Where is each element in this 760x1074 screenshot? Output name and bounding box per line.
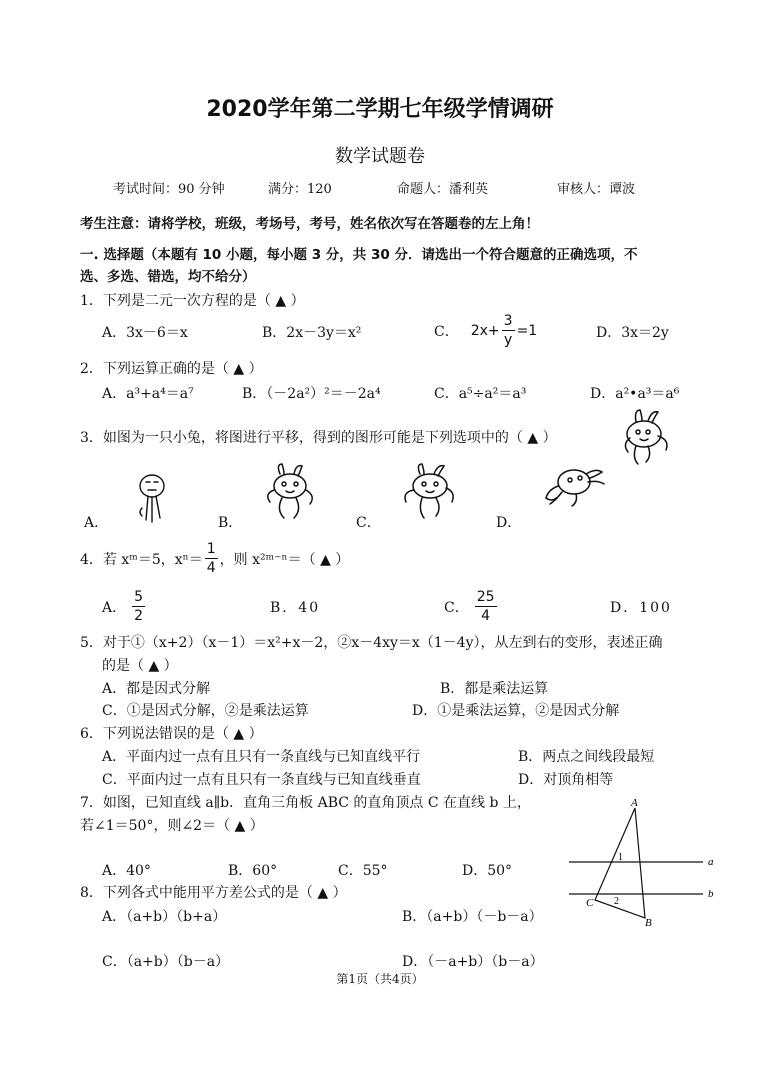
q5-option-d: D．①是乘法运算，②是因式分解: [412, 703, 620, 719]
q4-stem-post: ，则 x²ᵐ⁻ⁿ＝（ ▲ ）: [219, 551, 350, 568]
q7-option-c: C．55°: [338, 863, 388, 879]
q7-stem-line2: 若∠1＝50°，则∠2＝（ ▲ ）: [80, 818, 264, 834]
q4-stem: [80, 540, 349, 577]
q1-option-a: A．3x－6＝x: [102, 325, 188, 341]
page-title: 2020学年第二学期七年级学情调研: [206, 97, 554, 122]
rabbit-reference-image: [616, 406, 676, 468]
q8-option-a: A．（a+b）（b+a）: [102, 909, 227, 925]
q3-stem: 3．如图为一只小兔，将图进行平移，得到的图形可能是下列选项中的（ ▲ ）: [80, 430, 557, 446]
q4-option-c-fraction: [475, 588, 497, 625]
q3-option-c: C．: [356, 515, 381, 531]
exam-notice: 考生注意：请将学校，班级，考场号，考号，姓名依次写在答题卷的左上角！: [80, 216, 539, 232]
q1-option-c: [434, 312, 537, 349]
q1-option-c-fraction: [502, 312, 515, 349]
q4-stem-numerator: 1: [206, 541, 216, 557]
angle-1-label: 1: [618, 852, 623, 863]
vertex-b-label: B: [645, 917, 652, 929]
q4-option-a-fraction: [132, 588, 145, 625]
q4-c-numerator: 25: [476, 589, 495, 605]
q2-option-b: B．（－2a²）²＝－2a⁴: [242, 386, 381, 402]
q1-option-b: B．2x－3y＝x²: [262, 325, 362, 341]
q8-option-d: D．（－a+b）（b－a）: [402, 954, 544, 970]
q2-option-c: C．a⁵÷a²＝a³: [434, 386, 527, 402]
rabbit-option-d-image: [542, 464, 606, 508]
q7-option-b: B．60°: [228, 863, 278, 879]
vertex-a-label: A: [631, 797, 638, 809]
q5-option-b: B．都是乘法运算: [440, 681, 549, 697]
q4-option-a-label: A．: [102, 599, 127, 616]
q4-option-c: [444, 588, 497, 625]
section-heading-line2: 选、多选、错选，均不给分）: [80, 269, 256, 285]
q1-option-c-post: =1: [516, 322, 538, 339]
q6-option-c: C．平面内过一点有且只有一条直线与已知直线垂直: [102, 772, 421, 788]
rabbit-option-a-image: [132, 468, 172, 524]
q4-a-numerator: 5: [134, 589, 144, 605]
author: 命题人：潘利英: [397, 182, 489, 197]
page-footer: 第1页（共4页）: [336, 972, 424, 986]
rabbit-option-c-image: [398, 462, 458, 522]
q4-option-d: D．100: [610, 600, 672, 616]
q4-stem-denominator: 4: [206, 560, 216, 576]
full-score: 满分：120: [268, 182, 332, 197]
q6-option-b: B．两点之间线段最短: [518, 749, 655, 765]
triangle-abc: [595, 808, 645, 918]
q8-stem: 8．下列各式中能用平方差公式的是（ ▲ ）: [80, 885, 347, 901]
line-b-label: b: [708, 888, 714, 900]
q7-option-a: A．40°: [102, 863, 151, 879]
reviewer: 审核人：谭波: [557, 182, 636, 197]
section-heading-line1: 一. 选择题（本题有 10 小题，每小题 3 分，共 30 分．请选出一个符合题意的正确选项，不: [80, 247, 638, 263]
vertex-c-label: C: [586, 897, 594, 909]
angle-2-label: 2: [614, 896, 619, 907]
q1-stem: 1．下列是二元一次方程的是（ ▲ ）: [80, 293, 305, 309]
q4-stem-fraction: [205, 540, 218, 577]
rabbit-option-b-image: [262, 462, 318, 522]
q4-c-denominator: 4: [481, 608, 491, 624]
q3-option-b: B．: [218, 515, 243, 531]
q2-option-a: A．a³+a⁴＝a⁷: [102, 386, 194, 402]
page-subtitle: 数学试题卷: [335, 146, 425, 167]
q8-option-c: C．（a+b）（b－a）: [102, 954, 230, 970]
q6-option-d: D．对顶角相等: [518, 772, 614, 788]
q3-option-a: A．: [84, 515, 109, 531]
q7-option-d: D．50°: [462, 863, 513, 879]
q1-c-numerator: 3: [503, 313, 513, 329]
q2-stem: 2．下列运算正确的是（ ▲ ）: [80, 361, 263, 377]
q4-stem-pre: 4．若 xᵐ＝5，xⁿ＝: [80, 551, 203, 568]
q4-option-c-label: C．: [444, 599, 469, 616]
q4-a-denominator: 2: [134, 608, 144, 624]
q3-option-d: D．: [496, 515, 522, 531]
q4-option-a: [102, 588, 145, 625]
q7-triangle-figure: [565, 796, 725, 932]
q4-option-b: B．40: [270, 600, 321, 616]
q5-option-c: C．①是因式分解，②是乘法运算: [102, 703, 309, 719]
q5-stem-line1: 5．对于①（x+2）（x－1）＝x²+x－2，②x－4xy＝x（1－4y），从左到右的变形，表述正确: [80, 635, 663, 651]
q2-option-d: D．a²•a³＝a⁶: [590, 386, 680, 402]
q8-option-b: B．（a+b）（－b－a）: [402, 909, 543, 925]
q7-stem-line1: 7．如图，已知直线 a∥b．直角三角板 ABC 的直角顶点 C 在直线 b 上，: [80, 795, 531, 811]
q1-option-c-label: C．: [434, 323, 459, 340]
q5-stem-line2: 的是（ ▲ ）: [102, 658, 178, 674]
q1-option-c-pre: 2x+: [470, 322, 500, 339]
q1-option-d: D．3x＝2y: [596, 325, 669, 341]
q6-stem: 6．下列说法错误的是（ ▲ ）: [80, 726, 263, 742]
q1-c-denominator: y: [503, 332, 513, 348]
exam-time: 考试时间：90 分钟: [113, 182, 225, 197]
q5-option-a: A．都是因式分解: [102, 681, 211, 697]
line-a-label: a: [708, 856, 714, 868]
q6-option-a: A．平面内过一点有且只有一条直线与已知直线平行: [102, 749, 421, 765]
